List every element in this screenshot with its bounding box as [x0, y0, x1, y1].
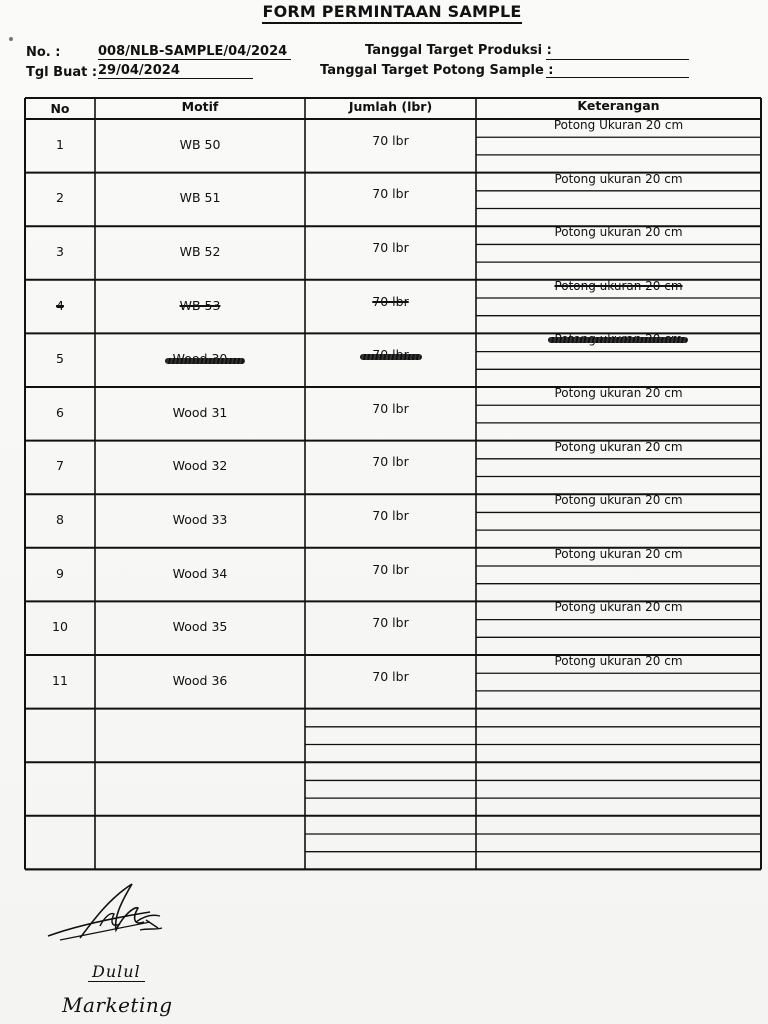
row-motif: Wood 32	[172, 458, 228, 474]
form-title-text: FORM PERMINTAAN SAMPLE	[262, 2, 521, 24]
row-motif: WB 53	[179, 297, 221, 313]
row-no: 2	[56, 190, 64, 206]
row-keterangan: Potong Ukuran 20 cm	[553, 118, 684, 132]
row-jumlah: 70 lbr	[372, 186, 409, 202]
row-keterangan: Potong ukuran 20 cm	[554, 171, 683, 186]
row-keterangan: Potong ukuran 20 cm	[554, 439, 683, 454]
row-jumlah: 70 lbr	[372, 454, 409, 470]
row-no: 5	[56, 351, 64, 367]
target-potong-label: Tanggal Target Potong Sample :	[320, 63, 554, 78]
scribble-out	[360, 354, 422, 360]
row-jumlah: 70 lbr	[372, 400, 409, 416]
no-value: 008/NLB-SAMPLE/04/2024	[98, 44, 291, 60]
row-motif: WB 50	[179, 136, 221, 152]
tgl-buat-label: Tgl Buat :	[26, 65, 98, 80]
signature-mark	[40, 878, 180, 958]
row-no: 10	[52, 619, 68, 635]
row-keterangan: Potong ukuran 20 cm	[554, 493, 683, 508]
row-no: 3	[56, 244, 64, 259]
row-motif: Wood 31	[172, 404, 228, 420]
row-no: 6	[56, 404, 64, 420]
header-motif: Motif	[181, 99, 219, 114]
row-jumlah: 70 lbr	[372, 240, 409, 255]
tgl-buat-value: 29/04/2024	[98, 63, 253, 79]
row-jumlah: 70 lbr	[372, 508, 409, 523]
row-keterangan: Potong ukuran 20 cm	[554, 225, 683, 240]
signature-name: Dulul	[88, 962, 145, 982]
row-no: 11	[52, 672, 68, 688]
row-jumlah: 70 lbr	[372, 561, 409, 577]
row-motif: WB 52	[179, 244, 221, 259]
row-no: 4	[56, 297, 64, 313]
header-no: No	[50, 101, 70, 116]
header-keterangan: Keterangan	[577, 98, 660, 113]
row-no: 7	[56, 458, 64, 474]
target-produksi-label: Tanggal Target Produksi :	[365, 43, 552, 58]
row-no: 9	[56, 565, 64, 581]
row-keterangan: Potong ukuran 20 cm	[554, 546, 683, 561]
no-label: No. :	[26, 45, 61, 60]
row-motif: WB 51	[179, 190, 221, 206]
header-jumlah: Jumlah (lbr)	[348, 99, 433, 114]
scribble-out	[548, 337, 688, 343]
row-no: 1	[56, 136, 64, 152]
row-keterangan: Potong ukuran 20 cm	[554, 654, 683, 668]
row-jumlah: 70 lbr	[372, 293, 409, 309]
row-motif: Wood 35	[172, 619, 228, 635]
row-motif: Wood 36	[172, 672, 228, 688]
row-keterangan: Potong ukuran 20 cm	[554, 278, 683, 293]
scribble-out	[165, 358, 245, 364]
row-motif: Wood 33	[172, 512, 228, 527]
row-jumlah: 70 lbr	[372, 668, 409, 684]
row-no: 8	[56, 512, 64, 527]
row-keterangan: Potong ukuran 20 cm	[554, 600, 683, 615]
signature-role: Marketing	[62, 993, 173, 1017]
row-keterangan: Potong ukuran 20 cm	[554, 386, 683, 400]
row-jumlah: 70 lbr	[372, 615, 409, 631]
row-jumlah: 70 lbr	[372, 132, 409, 148]
row-motif: Wood 34	[172, 565, 228, 581]
